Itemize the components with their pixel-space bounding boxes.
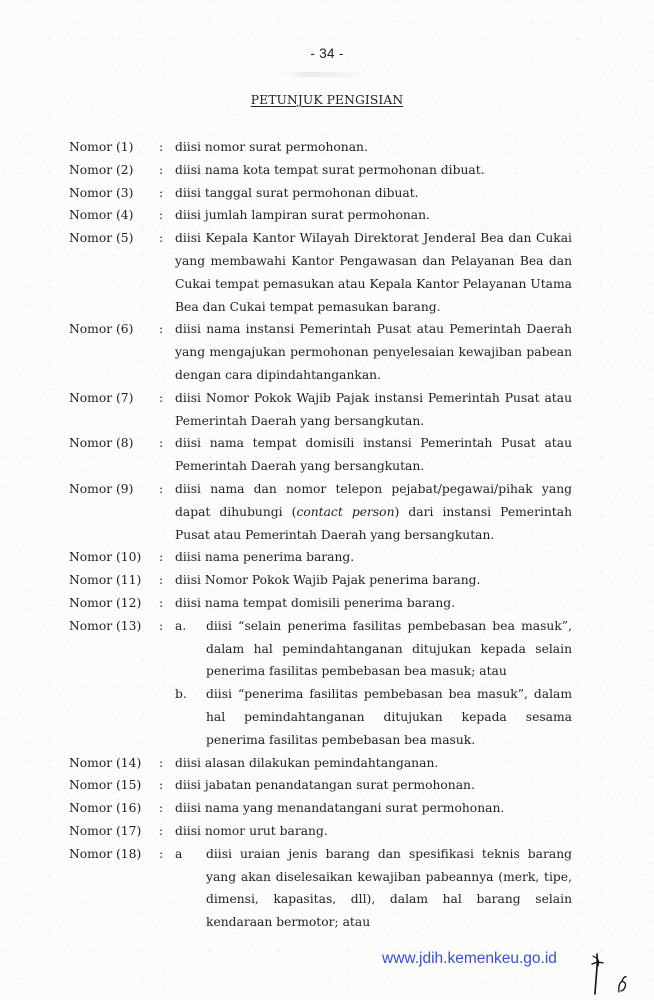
entry-text-part: ) dari instansi Pemerintah Pusat atau Pemerintah Daerah yang bersangkutan. (175, 504, 572, 542)
entry-text: diisi jabatan penandatangan surat permohonan. (175, 778, 475, 793)
entry-colon: : (159, 140, 164, 154)
entry-colon: : (159, 436, 164, 451)
instruction-entry-4 (69, 204, 572, 227)
sub-item-b (175, 683, 572, 751)
instruction-entry-15 (69, 774, 572, 797)
entry-label: Nomor (7) (69, 390, 134, 405)
entry-label: Nomor (14) (69, 755, 142, 770)
scan-artifact (282, 72, 368, 77)
sub-item-label: b. (175, 687, 187, 702)
instruction-entry-1 (69, 136, 572, 159)
page-number: - 34 - (310, 46, 344, 61)
sub-item-label: a. (175, 618, 187, 633)
instruction-entry-11 (69, 569, 572, 592)
instruction-entry-16 (69, 797, 572, 820)
entry-label: Nomor (11) (69, 573, 142, 588)
entry-text: diisi Nomor Pokok Wajib Pajak instansi Pemerintah Pusat atau Pemerintah Daerah yang bersangkutan. (175, 390, 572, 428)
entry-text-italic: contact person (296, 504, 395, 519)
entry-label: Nomor (17) (69, 823, 142, 838)
entry-colon: : (159, 618, 164, 633)
instruction-entry-12 (69, 592, 572, 615)
sub-item-text: diisi uraian jenis barang dan spesifikasi teknis barang yang akan diselesaikan kewajiban pabeannya (merk, tipe, dimensi, kapasitas, dll), dalam hal barang selain kendaraan bermotor; atau (206, 846, 572, 930)
entry-text: diisi nama kota tempat surat permohonan dibuat. (175, 162, 485, 177)
entry-label: Nomor (8) (69, 436, 134, 451)
entry-text (175, 478, 572, 546)
entry-text: diisi nomor urut barang. (175, 823, 328, 838)
entry-colon: : (159, 846, 164, 861)
entry-text: diisi nama tempat domisili instansi Pemerintah Pusat atau Pemerintah Daerah yang bersangkutan. (175, 436, 572, 474)
instruction-entry-18 (69, 843, 572, 934)
instruction-entry-9 (69, 478, 572, 546)
entry-colon: : (159, 778, 164, 793)
instruction-entry-17 (69, 820, 572, 843)
entry-label: Nomor (9) (69, 481, 134, 496)
entry-colon: : (159, 550, 164, 565)
entry-colon: : (159, 185, 164, 200)
entry-colon: : (159, 573, 164, 588)
entry-colon: : (159, 481, 164, 496)
instruction-entry-5 (69, 227, 572, 318)
sub-item-label: a (175, 846, 183, 861)
entry-label: Nomor (18) (69, 846, 142, 861)
entry-text: diisi nama penerima barang. (175, 550, 355, 565)
handwritten-initials-icon (588, 950, 638, 998)
entry-label: Nomor (1) (69, 140, 134, 154)
entry-colon: : (159, 162, 164, 177)
entry-text: diisi nama instansi Pemerintah Pusat atau Pemerintah Daerah yang mengajukan permohonan penyelesaian kewajiban pabean dengan cara dipindahtangankan. (175, 322, 572, 382)
instruction-entry-6 (69, 318, 572, 386)
entry-label: Nomor (5) (69, 231, 134, 246)
jdih-website-link[interactable]: www.jdih.kemenkeu.go.id (382, 950, 557, 967)
entry-label: Nomor (2) (69, 162, 134, 177)
instruction-entry-3 (69, 182, 572, 205)
instruction-entry-8 (69, 432, 572, 478)
entry-text: diisi jumlah lampiran surat permohonan. (175, 208, 430, 223)
entry-label: Nomor (10) (69, 550, 142, 565)
instruction-entry-13 (69, 615, 572, 752)
entry-label: Nomor (3) (69, 185, 134, 200)
entry-label: Nomor (6) (69, 322, 134, 337)
sub-item-text: diisi “penerima fasilitas pembebasan bea masuk”, dalam hal pemindahtanganan ditujukan kepada sesama penerima fasilitas pembebasan bea masuk. (206, 687, 572, 747)
entry-label: Nomor (13) (69, 618, 142, 633)
entry-colon: : (159, 755, 164, 770)
entry-text: diisi nama yang menandatangani surat permohonan. (175, 801, 505, 816)
entry-text: diisi tanggal surat permohonan dibuat. (175, 185, 419, 200)
sub-item-text: diisi “selain penerima fasilitas pembebasan bea masuk”, dalam hal pemindahtanganan ditujukan kepada selain penerima fasilitas pembebasan bea masuk; atau (206, 618, 572, 679)
sub-item-a (175, 615, 572, 683)
entry-label: Nomor (12) (69, 595, 142, 610)
entry-colon: : (159, 801, 164, 816)
instruction-list (69, 136, 572, 934)
instruction-entry-14 (69, 752, 572, 775)
entry-text: diisi nama tempat domisili penerima barang. (175, 595, 456, 610)
entry-colon: : (159, 390, 164, 405)
entry-text-part: diisi nama dan nomor telepon pejabat/pegawai/pihak yang dapat dihubungi ( (175, 481, 572, 519)
entry-label: Nomor (15) (69, 778, 142, 793)
entry-text: diisi alasan dilakukan pemindahtanganan. (175, 755, 439, 770)
entry-colon: : (159, 322, 164, 337)
sub-item-list (175, 843, 572, 934)
entry-colon: : (159, 595, 164, 610)
entry-colon: : (159, 823, 164, 838)
sub-item-a (175, 843, 572, 934)
entry-colon: : (159, 208, 164, 223)
entry-text: diisi Nomor Pokok Wajib Pajak penerima barang. (175, 573, 481, 588)
entry-text: diisi nomor surat permohonan. (175, 140, 368, 154)
page-title: PETUNJUK PENGISIAN (250, 93, 404, 107)
instruction-entry-7 (69, 387, 572, 433)
sub-item-list (175, 615, 572, 752)
entry-text: diisi Kepala Kantor Wilayah Direktorat Jenderal Bea dan Cukai yang membawahi Kantor Pengawasan dan Pelayanan Bea dan Cukai tempat pemasukan atau Kepala Kantor Pelayanan Utama Bea dan Cukai tempat pemasukan barang. (175, 231, 572, 314)
entry-colon: : (159, 231, 164, 246)
entry-label: Nomor (4) (69, 208, 134, 223)
entry-label: Nomor (16) (69, 801, 142, 816)
instruction-entry-2 (69, 159, 572, 182)
instruction-entry-10 (69, 546, 572, 569)
